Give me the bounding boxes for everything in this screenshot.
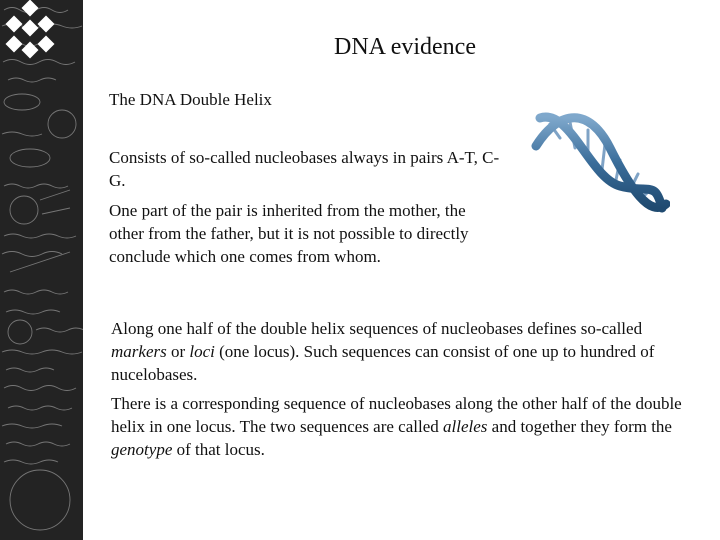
dna-helix-icon: [530, 108, 670, 218]
decorative-sidebar: [0, 0, 83, 540]
text-run: (one locus). Such sequences can consist of one up to hundred of nucelobases.: [111, 342, 655, 384]
paragraph-alleles: [111, 392, 696, 461]
paragraph-markers: [111, 317, 696, 386]
text-run: or: [166, 342, 190, 361]
text-run: of that locus.: [172, 440, 265, 459]
term-genotype: genotype: [111, 440, 173, 459]
chalk-scribble-texture: [0, 0, 83, 540]
text-run: and together they form the: [487, 417, 672, 436]
term-alleles: alleles: [443, 417, 488, 436]
slide-subtitle: The DNA Double Helix: [109, 90, 272, 109]
text-run: Along one half of the double helix sequences of nucleobases defines so-called: [111, 319, 643, 338]
term-markers: markers: [111, 342, 167, 361]
text-run: There is a corresponding sequence of nucleobases along the other half of the double helix in one locus. The two sequences are called: [111, 394, 682, 436]
slide-title: DNA evidence: [334, 34, 476, 60]
university-logo-icon: [0, 0, 60, 60]
paragraph-inheritance: One part of the pair is inherited from the mother, the other from the father, but it is not possible to directly conclude which one comes from whom.: [109, 201, 469, 266]
term-loci: loci: [189, 342, 215, 361]
paragraph-nucleobases: Consists of so-called nucleobases always in pairs A-T, C-G.: [109, 148, 500, 190]
